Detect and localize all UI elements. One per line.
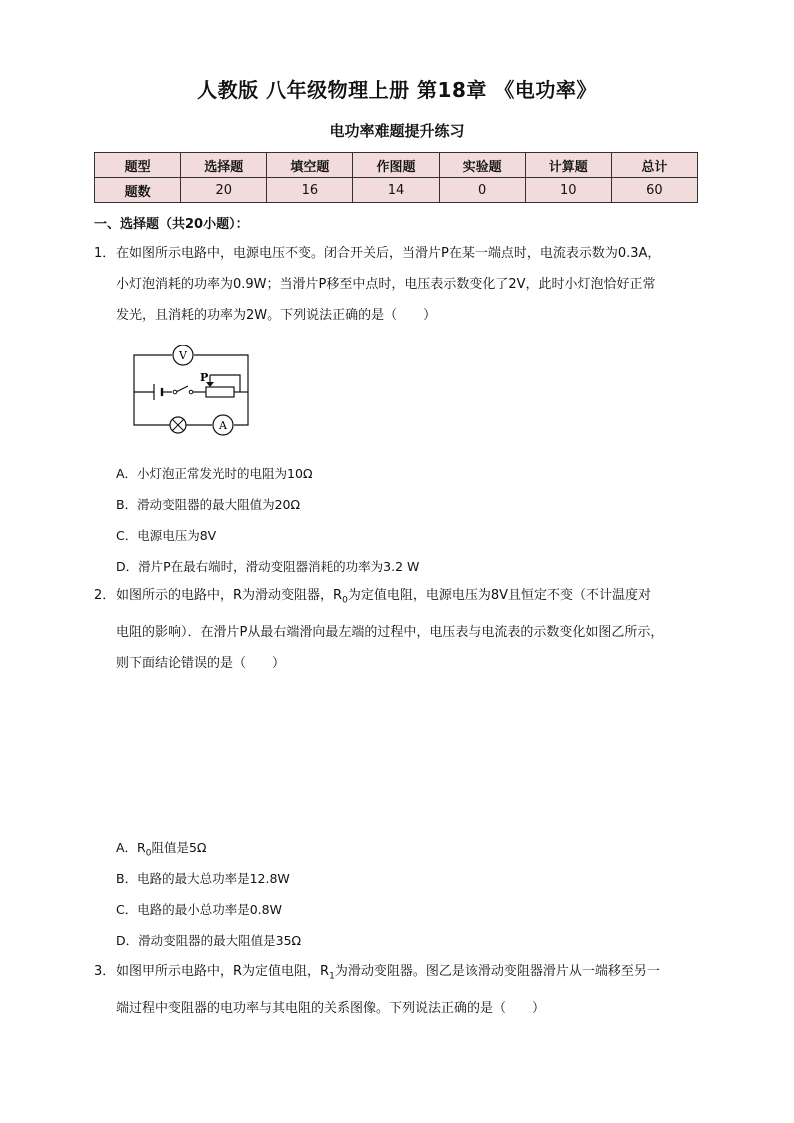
q2-option-c: C．电路的最小总功率是0.8W <box>116 902 282 917</box>
question-text: 端过程中变阻器的电功率与其电阻的关系图像。下列说法正确的是（ ） <box>116 1000 546 1016</box>
summary-header-cell: 填空题 <box>267 153 353 178</box>
question-text: 为滑动变阻器。图乙是该滑动变阻器滑片从一端移至另一 <box>334 964 660 979</box>
q1-option-c: C．电源电压为8V <box>116 528 217 543</box>
question-text: 电阻的影响）．在滑片P从最右端滑向最左端的过程中，电压表与电流表的示数变化如图乙所示， <box>116 624 664 640</box>
summary-header-cell: 题型 <box>95 153 181 178</box>
q1-option-a: A．小灯泡正常发光时的电阻为10Ω <box>116 466 313 481</box>
slider-label: P <box>200 371 209 384</box>
subscript: 1 <box>329 971 335 982</box>
question-summary-table <box>94 152 698 203</box>
summary-header-cell: 总计 <box>611 153 697 178</box>
question-2 <box>94 580 704 679</box>
question-1 <box>94 238 704 331</box>
page-title: 人教版 八年级物理上册 第18章 《电功率》 <box>197 78 597 102</box>
summary-count-cell: 10 <box>525 178 611 203</box>
rheostat-symbol <box>206 387 234 397</box>
summary-count-cell: 题数 <box>95 178 181 203</box>
question-text: 为定值电阻，电源电压为8V且恒定不变（不计温度对 <box>347 588 651 603</box>
summary-count-cell: 20 <box>181 178 267 203</box>
ammeter-symbol <box>213 415 233 435</box>
summary-count-cell: 0 <box>439 178 525 203</box>
question-text: 如图甲所示电路中，R为定值电阻，R <box>116 964 330 979</box>
summary-count-cell: 14 <box>353 178 439 203</box>
summary-header-row <box>95 153 698 178</box>
summary-count-cell: 16 <box>267 178 353 203</box>
voltmeter-label: V <box>179 349 187 362</box>
option-text: 阻值是5Ω <box>151 840 207 855</box>
question-text: 发光，且消耗的功率为2W。下列说法正确的是（ ） <box>116 308 437 323</box>
question-number: 3． <box>94 964 116 979</box>
q2-option-b: B．电路的最大总功率是12.8W <box>116 871 290 886</box>
question-text: 如图所示的电路中，R为滑动变阻器，R <box>116 588 343 603</box>
summary-count-row <box>95 178 698 203</box>
subscript: 0 <box>342 595 348 606</box>
battery-symbol <box>154 384 162 400</box>
question-text: 小灯泡消耗的功率为0.9W；当滑片P移至中点时，电压表示数变化了2V，此时小灯泡恰好正常 <box>116 277 656 292</box>
summary-header-cell: 选择题 <box>181 153 267 178</box>
option-text: A．R <box>116 840 146 855</box>
question-3 <box>94 956 704 1024</box>
q2-option-d: D．滑动变阻器的最大阻值是35Ω <box>116 933 302 948</box>
section-heading: 一、选择题（共20小题）： <box>94 217 249 232</box>
ammeter-label: A <box>219 419 227 432</box>
q1-option-d: D．滑片P在最右端时，滑动变阻器消耗的功率为3.2 W <box>116 559 420 574</box>
question-text: 则下面结论错误的是（ ） <box>116 655 286 671</box>
summary-count-cell: 60 <box>611 178 697 203</box>
page-subtitle: 电功率难题提升练习 <box>329 122 465 140</box>
voltmeter-symbol <box>173 345 193 365</box>
circuit-diagram <box>128 345 258 440</box>
summary-header-cell: 作图题 <box>353 153 439 178</box>
question-number: 1． <box>94 246 116 261</box>
q1-option-b: B．滑动变阻器的最大阻值为20Ω <box>116 497 301 512</box>
subscript: 0 <box>145 848 152 859</box>
summary-header-cell: 计算题 <box>525 153 611 178</box>
lamp-symbol <box>170 417 186 433</box>
q2-option-a <box>116 838 207 859</box>
summary-header-cell: 实验题 <box>439 153 525 178</box>
question-text: 在如图所示电路中，电源电压不变。闭合开关后，当滑片P在某一端点时，电流表示数为0.3A， <box>116 246 661 261</box>
switch-symbol <box>173 390 193 394</box>
question-number: 2． <box>94 588 116 603</box>
